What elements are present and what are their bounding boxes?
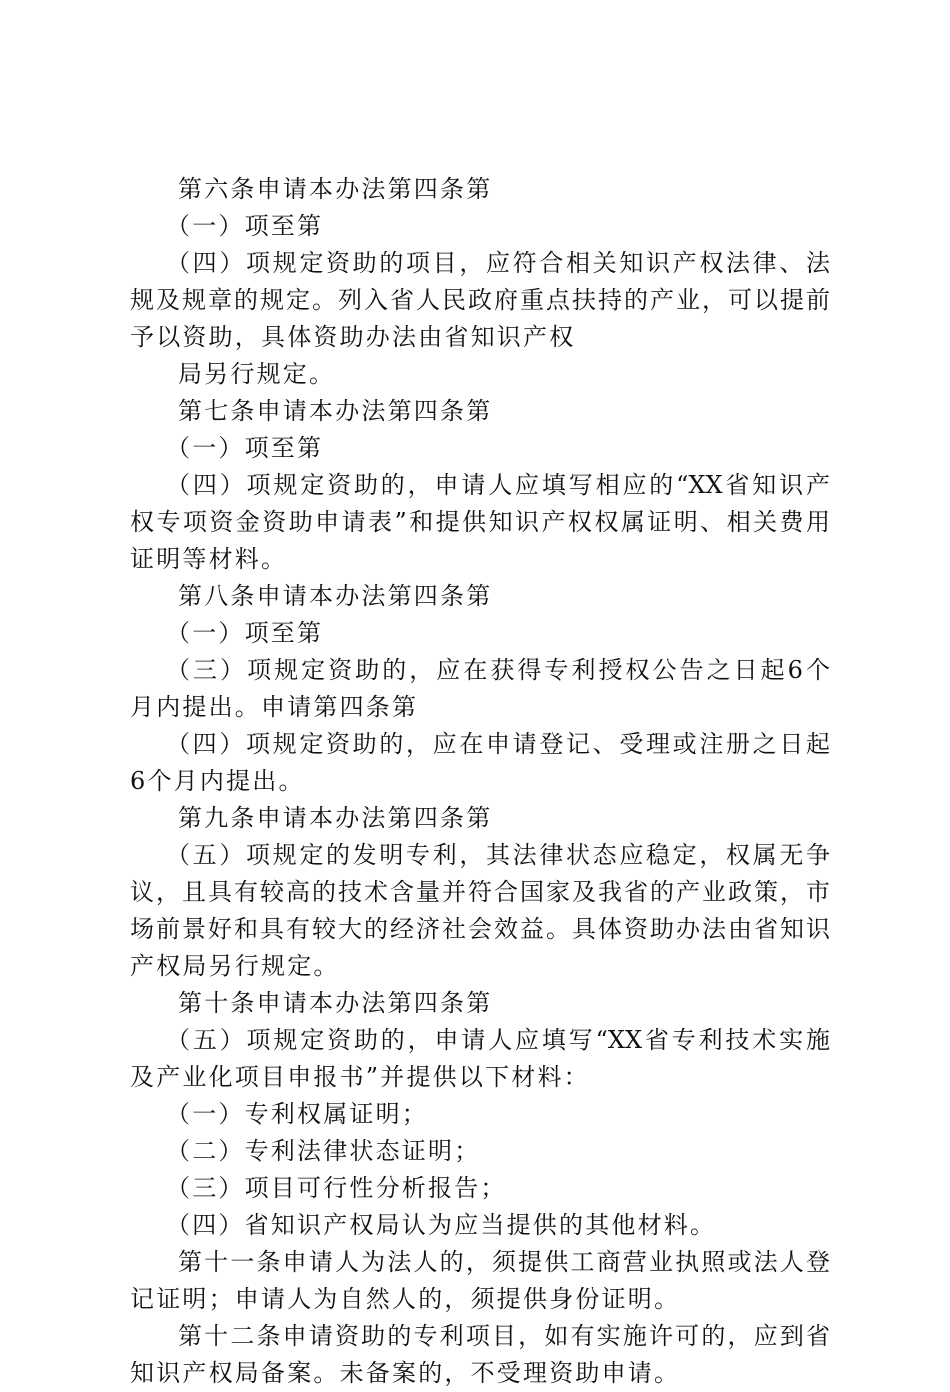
article-11-text-line: 记证明；申请人为自然人的，须提供身份证明。: [130, 1285, 681, 1313]
article-11-text-line: 第十一条申请人为法人的，须提供工商营业执照或法人登: [178, 1248, 830, 1276]
document-body: [130, 171, 830, 1392]
article-7-heading: 第七条申请本办法第四条第: [178, 397, 493, 425]
article-6-heading: 第六条申请本办法第四条第: [178, 175, 493, 203]
article-7-text-line: （四）项规定资助的，申请人应填写相应的“XX省知识产: [166, 471, 830, 499]
article-7-text-line: 证明等材料。: [130, 545, 288, 573]
article-6-item: （一）项至第: [166, 212, 324, 240]
article-7-item: （一）项至第: [166, 434, 324, 462]
article-6-text-line: 予以资助，具体资助办法由省知识产权: [130, 323, 576, 351]
article-6-text-line: 规及规章的规定。列入省人民政府重点扶持的产业，可以提前: [130, 286, 830, 314]
article-8-heading: 第八条申请本办法第四条第: [178, 582, 493, 610]
article-10-text-line: 及产业化项目申报书”并提供以下材料：: [130, 1063, 590, 1091]
article-10-list-item: （二）专利法律状态证明；: [166, 1137, 481, 1165]
article-10-text-line: （五）项规定资助的，申请人应填写“XX省专利技术实施: [166, 1026, 830, 1054]
article-12-text-line: 知识产权局备案。未备案的，不受理资助申请。: [130, 1359, 681, 1387]
article-10-list-item: （三）项目可行性分析报告；: [166, 1174, 507, 1202]
article-8-text-line: 6个月内提出。: [130, 767, 305, 795]
article-9-heading: 第九条申请本办法第四条第: [178, 804, 493, 832]
article-12-text-line: 第十二条申请资助的专利项目，如有实施许可的，应到省: [178, 1322, 830, 1350]
article-8-text-line: （四）项规定资助的，应在申请登记、受理或注册之日起: [166, 730, 830, 758]
article-8-item: （一）项至第: [166, 619, 324, 647]
article-9-text-line: 场前景好和具有较大的经济社会效益。具体资助办法由省知识: [130, 915, 830, 943]
article-10-list-item: （四）省知识产权局认为应当提供的其他材料。: [166, 1211, 717, 1239]
article-10-list-item: （一）专利权属证明；: [166, 1100, 428, 1128]
article-8-text-line: 月内提出。申请第四条第: [130, 693, 419, 721]
article-9-text-line: （五）项规定的发明专利，其法律状态应稳定，权属无争: [166, 841, 830, 869]
article-8-text-line: （三）项规定资助的，应在获得专利授权公告之日起6个: [166, 656, 830, 684]
article-7-text-line: 权专项资金资助申请表”和提供知识产权权属证明、相关费用: [130, 508, 830, 536]
article-10-heading: 第十条申请本办法第四条第: [178, 989, 493, 1017]
article-9-text-line: 产权局另行规定。: [130, 952, 340, 980]
article-9-text-line: 议，且具有较高的技术含量并符合国家及我省的产业政策，市: [130, 878, 830, 906]
article-6-text-line: （四）项规定资助的项目，应符合相关知识产权法律、法: [166, 249, 830, 277]
article-6-text-line: 局另行规定。: [178, 360, 336, 388]
